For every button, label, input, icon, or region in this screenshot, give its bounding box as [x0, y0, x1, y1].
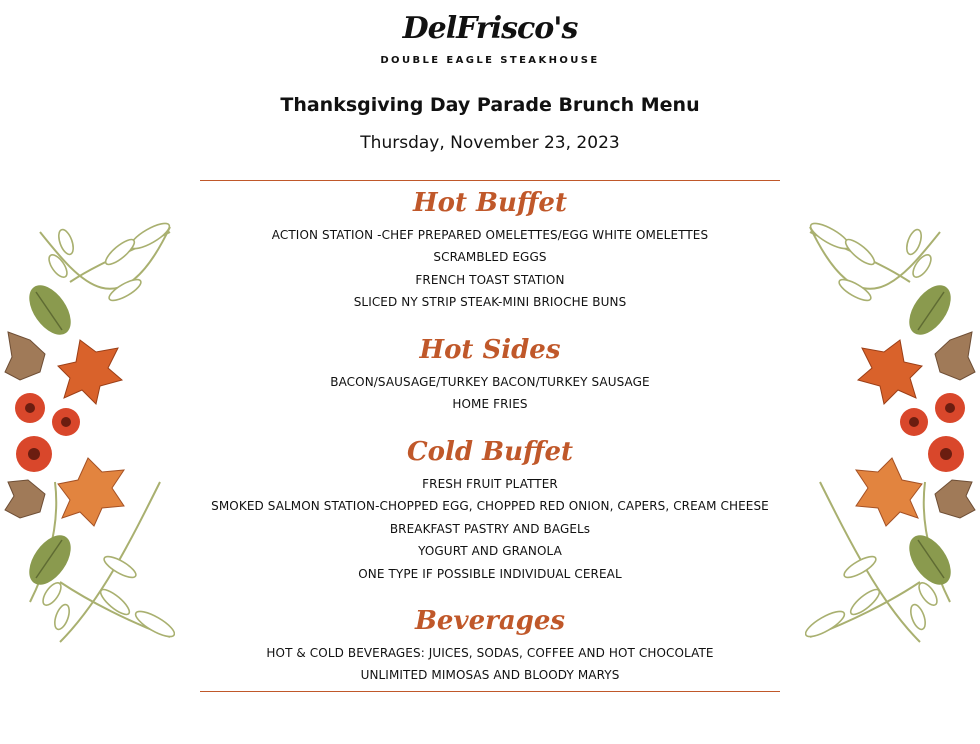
section-title: Cold Buffet	[406, 437, 574, 467]
page-title: Thanksgiving Day Parade Brunch Menu	[280, 94, 700, 116]
menu-item: FRENCH TOAST STATION	[415, 272, 565, 287]
menu-item: HOT & COLD BEVERAGES: JUICES, SODAS, COFFEE AND HOT CHOCOLATE	[266, 646, 714, 660]
autumn-leaves-right-decoration	[805, 222, 980, 646]
logo	[376, 4, 604, 68]
menu-item: ONE TYPE IF POSSIBLE INDIVIDUAL CEREAL	[358, 566, 622, 581]
menu-item: SLICED NY STRIP STEAK-MINI BRIOCHE BUNS	[353, 295, 627, 310]
top-divider	[200, 180, 780, 181]
menu-item-list	[0, 642, 980, 687]
logo-name: DelFrisco's	[402, 11, 578, 46]
section-title: Beverages	[414, 606, 566, 636]
section-title: Hot Sides	[419, 335, 561, 365]
menu-item: FRESH FRUIT PLATTER	[422, 477, 558, 491]
menu-item: SMOKED SALMON STATION-CHOPPED EGG, CHOPPED RED ONION, CAPERS, CREAM CHEESE	[211, 499, 769, 514]
autumn-leaves-left-decoration	[0, 222, 175, 646]
section-title: Hot Buffet	[413, 188, 567, 218]
menu-item: ACTION STATION -CHEF PREPARED OMELETTES/EGG WHITE OMELETTES	[271, 228, 709, 242]
menu-item: UNLIMITED MIMOSAS AND BLOODY MARYS	[360, 668, 620, 683]
menu-item: YOGURT AND GRANOLA	[418, 544, 562, 559]
menu-item: HOME FRIES	[452, 397, 528, 412]
page-date: Thursday, November 23, 2023	[360, 133, 620, 153]
menu-item: BREAKFAST PASTRY AND BAGELs	[389, 521, 591, 536]
menu-item: BACON/SAUSAGE/TURKEY BACON/TURKEY SAUSAGE	[330, 375, 650, 389]
bottom-divider	[200, 691, 780, 692]
menu-item: SCRAMBLED EGGS	[433, 250, 547, 265]
logo-subtitle: DOUBLE EAGLE STEAKHOUSE	[380, 55, 600, 66]
